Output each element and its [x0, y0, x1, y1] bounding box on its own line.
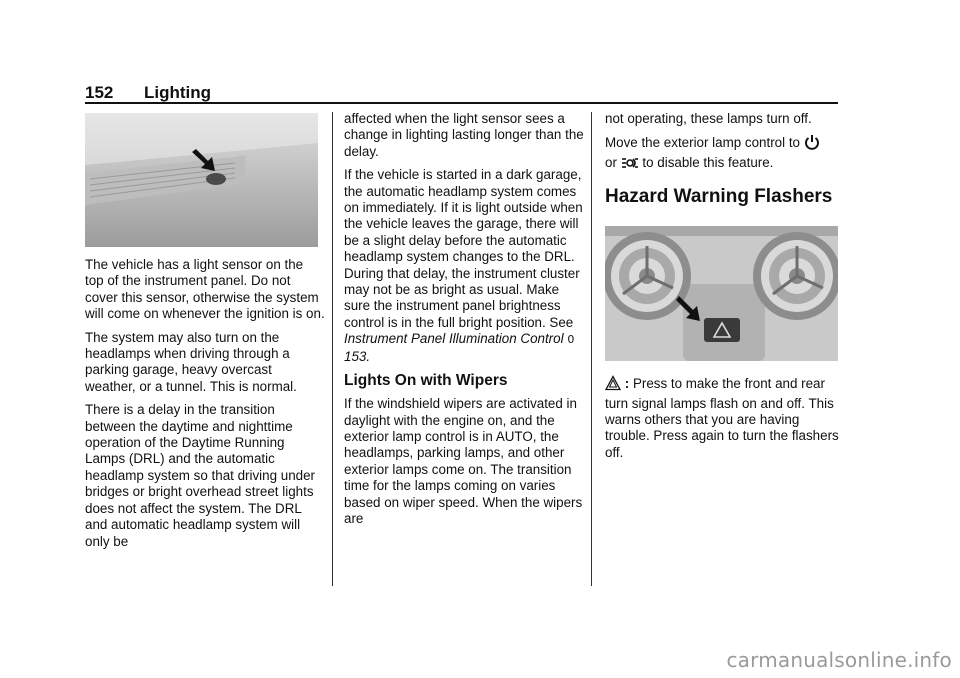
- column-divider-1: [332, 112, 333, 586]
- paragraph-text: to disable this feature.: [642, 154, 774, 170]
- header-rule: [85, 102, 838, 104]
- paragraph-text: Move the exterior lamp control to: [605, 135, 800, 151]
- hazard-label-colon: :: [624, 376, 630, 392]
- light-sensor-photo: [85, 113, 318, 247]
- paragraph: [605, 134, 841, 174]
- paragraph: [344, 167, 584, 365]
- column-2: [344, 111, 584, 534]
- watermark: carmanualsonline.info: [726, 648, 952, 672]
- paragraph: affected when the light sensor sees a change in lighting lasting longer than the delay.: [344, 111, 584, 159]
- paragraph: The system may also turn on the headlamps when driving through a parking garage, heavy overcast weather, or a tunnel. This is normal.: [85, 329, 297, 394]
- paragraph-text: Press to make the front and rear turn signal lamps flash on and off. This warns others that you are having trouble. Press again to turn the flashers off.: [605, 376, 839, 460]
- hazard-triangle-icon: [605, 375, 621, 395]
- period: .: [366, 348, 371, 364]
- cross-reference-link[interactable]: Instrument Panel Illumination Control: [344, 331, 564, 347]
- paragraph: The vehicle has a light sensor on the top of the instrument panel. Do not cover this sensor, otherwise the system will come on whenever the ignition is on.: [85, 257, 325, 322]
- paragraph: [605, 375, 841, 461]
- power-icon: [804, 134, 820, 154]
- subsection-heading: Lights On with Wipers: [344, 372, 508, 390]
- column-divider-2: [591, 112, 592, 586]
- page-ref-symbol: 0: [567, 333, 575, 347]
- parking-lamp-icon: [621, 156, 639, 174]
- page-number: 152: [85, 83, 114, 102]
- column-1: [85, 257, 325, 557]
- section-title: Lighting: [144, 83, 212, 102]
- section-heading: Hazard Warning Flashers: [605, 186, 833, 208]
- paragraph: If the windshield wipers are activated in daylight with the engine on, and the exterior lamp control is in AUTO, the headlamps, parking lamps, and other exterior lamps come on. The transition time for the lamps coming on varies based on wiper speed. When the wipers are: [344, 396, 583, 526]
- hazard-button-photo: [605, 226, 838, 361]
- column-3: [605, 111, 841, 468]
- paragraph: not operating, these lamps turn off.: [605, 111, 812, 126]
- cross-reference-page[interactable]: 153: [344, 348, 367, 364]
- paragraph-text: or: [605, 154, 617, 170]
- paragraph: There is a delay in the transition between the daytime and nighttime operation of the Daytime Running Lamps (DRL) and the automatic headlamp system so that driving under bridges or bright overhead street lights does not affect the system. The DRL and automatic headlamp system will only be: [85, 402, 315, 549]
- paragraph-text: If the vehicle is started in a dark garage, the automatic headlamp system comes on immediately. If it is light outside when the vehicle leaves the garage, there will be a slight delay before the automatic headlamp system changes to the DRL. During that delay, the instrument cluster may not be as bright as usual. Make sure the instrument panel brightness control is in the full bright position. See: [344, 167, 583, 330]
